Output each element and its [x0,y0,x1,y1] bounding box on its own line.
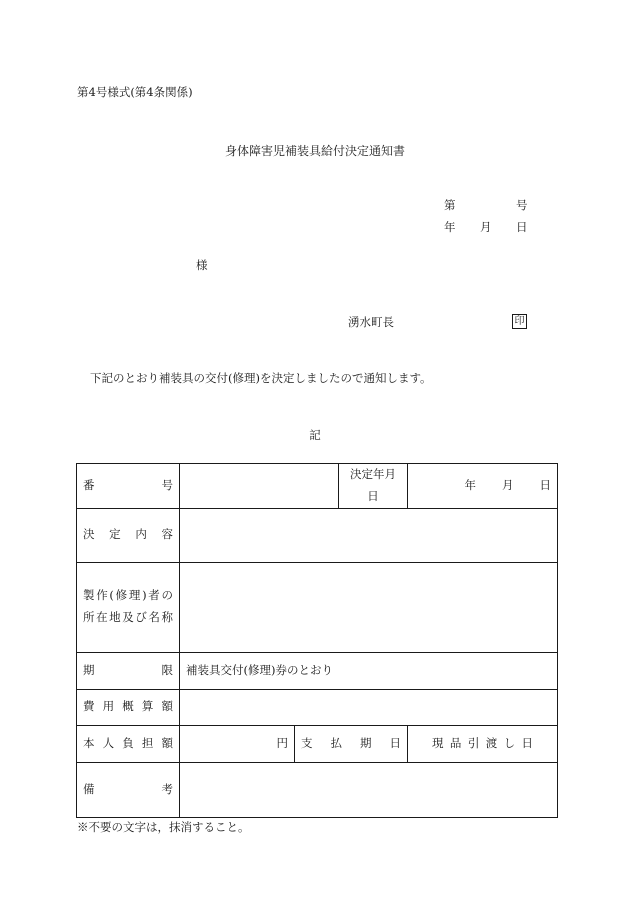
number-label: 番 号 [77,464,180,509]
period-value: 補装具交付(修理)券のとおり [180,652,558,689]
doc-number-suffix: 号 [516,198,528,212]
remarks-field[interactable] [180,762,558,817]
doc-number-prefix: 第 [444,198,456,212]
table-row [77,562,558,652]
decision-year: 年 [464,477,477,492]
ki-heading: 記 [309,428,321,442]
issue-date-month: 月 [480,220,492,234]
decision-month: 月 [502,477,514,492]
cost-label: 費用概算額 [77,689,180,725]
number-field[interactable] [180,464,339,509]
decision-table [76,463,558,818]
addressee-suffix: 様 [196,258,208,272]
issue-date-year: 年 [444,220,456,234]
remarks-label: 備 考 [77,762,180,817]
maker-field[interactable] [180,562,558,652]
maker-label-line1: 製作(修理)者の [83,588,173,603]
content-field[interactable] [180,508,558,562]
table-row [77,762,558,817]
form-number-label: 第4号様式(第4条関係) [77,85,193,99]
cost-field[interactable] [180,689,558,725]
delivery-date-label: 現品引渡し日 [408,725,558,762]
seal-mark: 印 [512,314,527,329]
table-row [77,464,558,509]
table-row [77,508,558,562]
burden-yen[interactable]: 円 [180,725,295,762]
footnote: ※不要の文字は，抹消すること。 [77,820,250,834]
maker-label [77,562,180,652]
decision-date-label: 決定年月日 [339,464,408,509]
payment-date-label: 支払期日 [295,725,408,762]
notice-text: 下記のとおり補装具の交付(修理)を決定しましたので通知します。 [90,371,432,385]
decision-date-field[interactable] [408,464,558,509]
table-row [77,689,558,725]
document-title: 身体障害児補装具給付決定通知書 [224,144,405,158]
content-label: 決 定 内 容 [77,508,180,562]
table-row [77,652,558,689]
burden-label: 本人負担額 [77,725,180,762]
decision-day: 日 [539,477,552,492]
period-label: 期 限 [77,652,180,689]
issuer-name: 湧水町長 [348,315,394,329]
maker-label-line2: 所在地及び名称 [83,610,173,625]
table-row [77,725,558,762]
issue-date-day: 日 [516,220,528,234]
